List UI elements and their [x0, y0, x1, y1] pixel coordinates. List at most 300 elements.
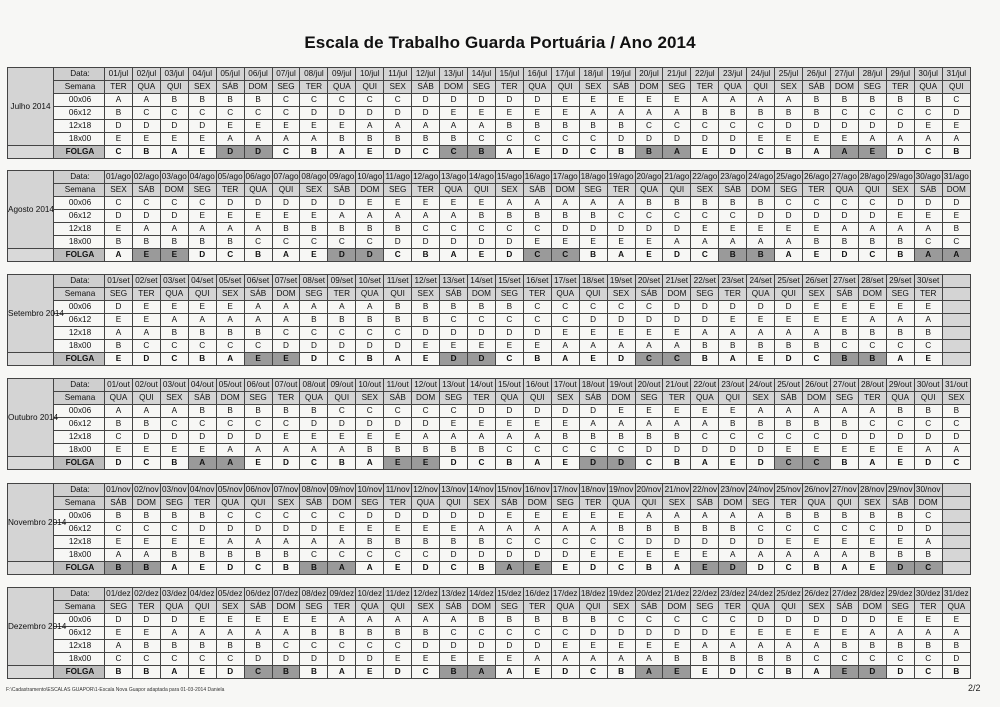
- shift-cell: D: [775, 301, 803, 314]
- weekday-cell: QUI: [663, 184, 691, 197]
- folga-row: [8, 666, 971, 679]
- shift-cell: B: [495, 120, 523, 133]
- date-cell: 27/jul: [830, 68, 858, 81]
- folga-cell: C: [412, 666, 440, 679]
- date-cell: 10/ago: [356, 171, 384, 184]
- folga-cell: C: [635, 353, 663, 366]
- date-cell: 28/ago: [858, 171, 886, 184]
- shift-cell: C: [914, 340, 942, 353]
- folga-cell: D: [858, 666, 886, 679]
- shift-cell: B: [188, 94, 216, 107]
- shift-cell: E: [579, 236, 607, 249]
- shift-cell: D: [607, 133, 635, 146]
- row-label: Semana: [54, 601, 105, 614]
- shift-cell: E: [384, 523, 412, 536]
- shift-cell: E: [775, 223, 803, 236]
- shift-cell: B: [300, 627, 328, 640]
- shift-cell: C: [328, 640, 356, 653]
- shift-cell: E: [272, 431, 300, 444]
- shift-cell: C: [914, 510, 942, 523]
- shift-cell: B: [886, 405, 914, 418]
- date-cell: 26/dez: [803, 588, 831, 601]
- schedule-table: [7, 378, 971, 470]
- folga-cell: B: [356, 353, 384, 366]
- weekday-cell: QUI: [747, 81, 775, 94]
- folga-cell: C: [775, 457, 803, 470]
- shift-cell: D: [160, 210, 188, 223]
- shift-cell: E: [188, 133, 216, 146]
- month-label-spacer: [8, 562, 54, 575]
- weekday-cell: SEG: [356, 497, 384, 510]
- shift-cell: A: [803, 405, 831, 418]
- shift-cell: A: [412, 431, 440, 444]
- folga-cell: B: [579, 249, 607, 262]
- shift-cell: C: [467, 223, 495, 236]
- weekday-cell: DOM: [216, 392, 244, 405]
- weekday-cell: DOM: [942, 184, 970, 197]
- weekday-cell: TER: [132, 288, 160, 301]
- folga-cell: B: [635, 146, 663, 159]
- shift-cell: D: [635, 223, 663, 236]
- shift-cell: D: [440, 510, 468, 523]
- shift-cell: E: [719, 223, 747, 236]
- weekday-cell: QUA: [830, 184, 858, 197]
- date-cell: 09/out: [328, 379, 356, 392]
- shift-cell: C: [272, 640, 300, 653]
- folga-cell: C: [607, 562, 635, 575]
- shift-cell: D: [551, 405, 579, 418]
- shift-cell: B: [384, 223, 412, 236]
- shift-cell: A: [803, 640, 831, 653]
- weekday-cell: QUA: [244, 184, 272, 197]
- weekday-cell: QUA: [160, 288, 188, 301]
- shift-cell: A: [132, 549, 160, 562]
- weekday-cell: SÁB: [440, 601, 468, 614]
- shift-cell: B: [216, 640, 244, 653]
- shift-cell: E: [328, 431, 356, 444]
- shift-row: [8, 223, 971, 236]
- date-cell: 15/set: [495, 275, 523, 288]
- folga-cell: D: [579, 457, 607, 470]
- date-cell: 14/nov: [467, 484, 495, 497]
- shift-cell: A: [160, 314, 188, 327]
- shift-cell: C: [384, 549, 412, 562]
- shift-cell: A: [579, 107, 607, 120]
- date-cell: 07/dez: [272, 588, 300, 601]
- shift-cell: B: [105, 107, 133, 120]
- weekday-cell: QUI: [188, 601, 216, 614]
- shift-cell: A: [523, 431, 551, 444]
- shift-cell: C: [272, 510, 300, 523]
- folga-cell: A: [942, 249, 970, 262]
- date-cell: 21/jul: [663, 68, 691, 81]
- folga-cell: A: [886, 353, 914, 366]
- shift-cell: D: [328, 653, 356, 666]
- shift-cell: B: [328, 223, 356, 236]
- shift-cell: A: [747, 236, 775, 249]
- shift-cell: D: [942, 431, 970, 444]
- shift-cell: C: [803, 197, 831, 210]
- shift-cell: D: [830, 120, 858, 133]
- folga-cell: E: [719, 457, 747, 470]
- weekday-cell: SEG: [747, 497, 775, 510]
- shift-cell: B: [244, 640, 272, 653]
- shift-cell: E: [160, 444, 188, 457]
- shift-cell: B: [467, 301, 495, 314]
- shift-cell: C: [523, 627, 551, 640]
- shift-cell: C: [830, 653, 858, 666]
- shift-cell: E: [356, 523, 384, 536]
- row-label: 18x00: [54, 653, 105, 666]
- shift-row: [8, 653, 971, 666]
- shift-cell: B: [384, 301, 412, 314]
- date-cell: 05/out: [216, 379, 244, 392]
- weekday-cell: QUI: [244, 497, 272, 510]
- date-cell: 02/dez: [132, 588, 160, 601]
- shift-cell: B: [356, 627, 384, 640]
- header-row: [8, 379, 971, 392]
- weekday-cell: SÁB: [914, 184, 942, 197]
- date-cell: 22/jul: [691, 68, 719, 81]
- shift-cell: D: [160, 431, 188, 444]
- date-cell: 09/set: [328, 275, 356, 288]
- shift-cell: D: [635, 314, 663, 327]
- shift-cell: C: [719, 431, 747, 444]
- shift-cell: A: [803, 549, 831, 562]
- folga-cell: C: [747, 666, 775, 679]
- shift-cell: B: [523, 120, 551, 133]
- shift-cell: C: [803, 653, 831, 666]
- folga-cell: B: [942, 666, 970, 679]
- folga-cell: E: [244, 457, 272, 470]
- weekday-cell: DOM: [858, 288, 886, 301]
- month-block-outubro: [7, 378, 971, 470]
- shift-cell: B: [132, 510, 160, 523]
- weekday-cell: QUI: [523, 392, 551, 405]
- folga-cell: C: [132, 457, 160, 470]
- shift-cell: E: [356, 197, 384, 210]
- date-cell: 27/nov: [830, 484, 858, 497]
- shift-cell: B: [551, 210, 579, 223]
- shift-cell: C: [160, 107, 188, 120]
- weekday-cell: DOM: [551, 184, 579, 197]
- shift-cell: D: [105, 210, 133, 223]
- folga-cell: D: [300, 353, 328, 366]
- date-cell: 26/set: [803, 275, 831, 288]
- shift-cell: B: [663, 431, 691, 444]
- shift-cell: C: [132, 340, 160, 353]
- row-label: Semana: [54, 392, 105, 405]
- shift-cell: C: [886, 340, 914, 353]
- shift-cell: A: [244, 627, 272, 640]
- shift-cell: A: [216, 627, 244, 640]
- weekday-cell: SEX: [412, 288, 440, 301]
- shift-cell: E: [830, 627, 858, 640]
- shift-cell: E: [607, 405, 635, 418]
- shift-cell: C: [244, 510, 272, 523]
- shift-cell: A: [775, 327, 803, 340]
- shift-cell: D: [467, 236, 495, 249]
- shift-cell: D: [942, 653, 970, 666]
- shift-cell: E: [886, 301, 914, 314]
- weekday-cell: SEG: [495, 601, 523, 614]
- shift-cell: A: [523, 653, 551, 666]
- folga-cell: B: [747, 249, 775, 262]
- shift-cell: E: [914, 301, 942, 314]
- empty-cell: [942, 562, 970, 575]
- shift-cell: C: [719, 210, 747, 223]
- schedule-table: [7, 170, 971, 262]
- shift-cell: B: [467, 210, 495, 223]
- month-label: Dezembro 2014: [8, 588, 54, 666]
- shift-cell: C: [216, 653, 244, 666]
- folga-cell: C: [803, 353, 831, 366]
- shift-cell: C: [160, 418, 188, 431]
- folga-cell: D: [132, 353, 160, 366]
- shift-cell: E: [858, 444, 886, 457]
- shift-cell: C: [132, 107, 160, 120]
- shift-cell: A: [663, 340, 691, 353]
- weekday-cell: DOM: [160, 184, 188, 197]
- shift-cell: A: [607, 653, 635, 666]
- date-cell: 29/jul: [886, 68, 914, 81]
- shift-cell: E: [607, 549, 635, 562]
- date-cell: 27/ago: [830, 171, 858, 184]
- shift-cell: D: [523, 327, 551, 340]
- shift-cell: D: [691, 536, 719, 549]
- folga-cell: E: [914, 353, 942, 366]
- shift-cell: E: [914, 210, 942, 223]
- folga-cell: B: [300, 666, 328, 679]
- shift-row: [8, 536, 971, 549]
- weekday-cell: QUA: [886, 392, 914, 405]
- date-cell: 28/out: [858, 379, 886, 392]
- weekday-cell: TER: [328, 601, 356, 614]
- shift-cell: A: [635, 107, 663, 120]
- shift-cell: E: [440, 523, 468, 536]
- shift-cell: C: [384, 640, 412, 653]
- shift-cell: A: [858, 133, 886, 146]
- shift-cell: A: [747, 510, 775, 523]
- date-cell: 21/ago: [663, 171, 691, 184]
- shift-cell: E: [691, 549, 719, 562]
- folga-cell: D: [886, 562, 914, 575]
- shift-cell: E: [858, 301, 886, 314]
- shift-cell: C: [384, 327, 412, 340]
- weekday-cell: SÁB: [132, 184, 160, 197]
- shift-cell: B: [635, 431, 663, 444]
- folga-cell: D: [719, 666, 747, 679]
- shift-cell: C: [858, 653, 886, 666]
- folga-cell: B: [105, 666, 133, 679]
- shift-cell: B: [942, 405, 970, 418]
- shift-cell: D: [579, 405, 607, 418]
- weekday-cell: SÁB: [244, 288, 272, 301]
- shift-cell: D: [300, 197, 328, 210]
- date-cell: 11/nov: [384, 484, 412, 497]
- shift-cell: D: [858, 614, 886, 627]
- shift-cell: E: [775, 133, 803, 146]
- folga-cell: D: [244, 146, 272, 159]
- shift-cell: A: [579, 523, 607, 536]
- shift-cell: B: [495, 210, 523, 223]
- date-cell: 08/ago: [300, 171, 328, 184]
- weekday-cell: TER: [467, 392, 495, 405]
- weekday-cell: QUA: [747, 288, 775, 301]
- shift-cell: E: [775, 444, 803, 457]
- shift-cell: B: [216, 236, 244, 249]
- shift-cell: B: [328, 133, 356, 146]
- shift-cell: D: [188, 523, 216, 536]
- folga-cell: D: [495, 249, 523, 262]
- folga-cell: C: [914, 666, 942, 679]
- row-label: FOLGA: [54, 353, 105, 366]
- shift-cell: C: [942, 418, 970, 431]
- weekday-cell: SEG: [160, 497, 188, 510]
- folga-cell: D: [384, 666, 412, 679]
- shift-cell: D: [691, 314, 719, 327]
- shift-cell: B: [105, 340, 133, 353]
- shift-cell: C: [440, 627, 468, 640]
- shift-cell: D: [579, 627, 607, 640]
- shift-cell: D: [384, 510, 412, 523]
- date-cell: 31/out: [942, 379, 970, 392]
- shift-cell: E: [523, 510, 551, 523]
- folga-cell: E: [384, 562, 412, 575]
- month-block-dezembro: [7, 587, 971, 679]
- shift-cell: E: [886, 614, 914, 627]
- date-cell: 29/out: [886, 379, 914, 392]
- shift-cell: E: [188, 536, 216, 549]
- shift-cell: C: [747, 523, 775, 536]
- folga-cell: E: [691, 562, 719, 575]
- folga-cell: A: [356, 562, 384, 575]
- shift-cell: C: [858, 340, 886, 353]
- shift-cell: C: [356, 405, 384, 418]
- folga-cell: E: [244, 353, 272, 366]
- shift-cell: B: [914, 549, 942, 562]
- shift-cell: B: [691, 653, 719, 666]
- row-label: Semana: [54, 288, 105, 301]
- month-label: Agosto 2014: [8, 171, 54, 249]
- row-label: Data:: [54, 588, 105, 601]
- shift-cell: C: [858, 418, 886, 431]
- shift-cell: C: [328, 549, 356, 562]
- weekday-cell: SÁB: [719, 184, 747, 197]
- date-cell: 07/out: [272, 379, 300, 392]
- row-label: Semana: [54, 184, 105, 197]
- shift-cell: B: [412, 314, 440, 327]
- folga-cell: B: [775, 666, 803, 679]
- shift-cell: A: [105, 327, 133, 340]
- empty-cell: [942, 510, 970, 523]
- shift-cell: E: [635, 94, 663, 107]
- shift-cell: D: [328, 418, 356, 431]
- date-cell: 21/set: [663, 275, 691, 288]
- folga-cell: D: [747, 457, 775, 470]
- shift-cell: C: [272, 94, 300, 107]
- folga-cell: E: [132, 249, 160, 262]
- folga-cell: C: [105, 146, 133, 159]
- weekday-cell: QUI: [160, 81, 188, 94]
- weekday-cell: SEX: [216, 288, 244, 301]
- folga-cell: E: [551, 562, 579, 575]
- weekday-cell: QUI: [132, 392, 160, 405]
- shift-cell: A: [244, 444, 272, 457]
- date-cell: 06/set: [244, 275, 272, 288]
- shift-cell: B: [719, 653, 747, 666]
- date-cell: 09/ago: [328, 171, 356, 184]
- weekday-cell: TER: [914, 288, 942, 301]
- empty-cell: [942, 497, 970, 510]
- shift-row: [8, 327, 971, 340]
- shift-cell: A: [914, 133, 942, 146]
- shift-cell: B: [412, 444, 440, 457]
- weekday-cell: SEG: [467, 81, 495, 94]
- shift-cell: E: [300, 431, 328, 444]
- date-cell: 10/dez: [356, 588, 384, 601]
- shift-cell: A: [188, 314, 216, 327]
- shift-cell: A: [440, 210, 468, 223]
- shift-cell: E: [272, 210, 300, 223]
- date-cell: 18/ago: [579, 171, 607, 184]
- shift-cell: C: [244, 236, 272, 249]
- folga-cell: E: [691, 146, 719, 159]
- shift-cell: C: [635, 210, 663, 223]
- weekday-cell: SEX: [160, 392, 188, 405]
- folga-cell: C: [160, 353, 188, 366]
- date-cell: 13/ago: [440, 171, 468, 184]
- shift-cell: B: [635, 197, 663, 210]
- shift-cell: C: [523, 444, 551, 457]
- shift-cell: E: [719, 405, 747, 418]
- folga-cell: B: [412, 249, 440, 262]
- folga-cell: A: [272, 249, 300, 262]
- shift-cell: A: [384, 614, 412, 627]
- shift-cell: D: [803, 614, 831, 627]
- shift-cell: A: [495, 431, 523, 444]
- shift-cell: E: [244, 120, 272, 133]
- shift-cell: E: [607, 327, 635, 340]
- shift-cell: D: [188, 431, 216, 444]
- folga-cell: D: [719, 562, 747, 575]
- folga-cell: E: [356, 146, 384, 159]
- shift-cell: E: [216, 301, 244, 314]
- weekday-cell: QUA: [216, 497, 244, 510]
- date-cell: 01/nov: [105, 484, 133, 497]
- shift-cell: B: [635, 523, 663, 536]
- shift-cell: A: [747, 549, 775, 562]
- shift-cell: A: [775, 405, 803, 418]
- shift-cell: B: [942, 223, 970, 236]
- shift-cell: C: [440, 314, 468, 327]
- date-cell: 13/set: [440, 275, 468, 288]
- date-cell: 03/nov: [160, 484, 188, 497]
- shift-cell: D: [440, 236, 468, 249]
- weekday-cell: QUA: [719, 81, 747, 94]
- shift-cell: A: [775, 236, 803, 249]
- weekday-cell: TER: [719, 288, 747, 301]
- row-label: FOLGA: [54, 562, 105, 575]
- shift-cell: E: [607, 510, 635, 523]
- weekday-cell: SEX: [467, 497, 495, 510]
- row-label: Semana: [54, 81, 105, 94]
- date-cell: 13/out: [440, 379, 468, 392]
- folga-cell: E: [356, 666, 384, 679]
- weekday-cell: TER: [719, 601, 747, 614]
- date-cell: 07/nov: [272, 484, 300, 497]
- shift-cell: C: [858, 107, 886, 120]
